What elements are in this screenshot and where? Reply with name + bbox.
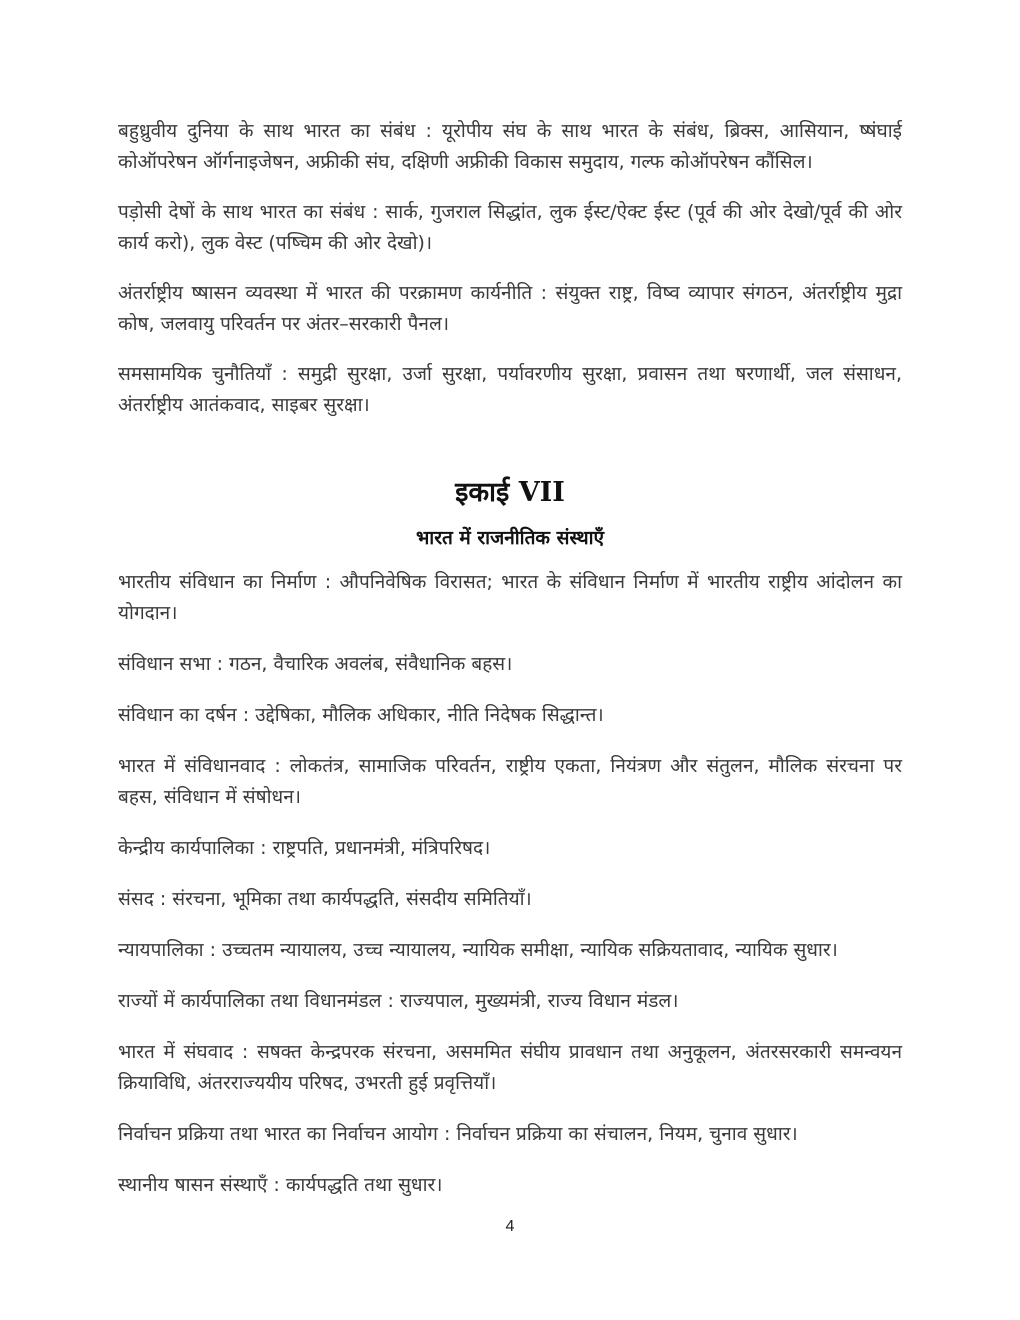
- paragraph: संविधान सभा : गठन, वैचारिक अवलंब, संवैधानिक बहस।: [118, 653, 513, 675]
- paragraph: बहुध्रुवीय दुनिया के साथ भारत का संबंध : यूरोपीय संघ के साथ भारत के संबंध, ब्रिक्स, आसियान, ष्षंघाई कोऑपरेषन ऑर्गनाइजेषन, अफ्रीकी संघ, दक्षिणी अफ्रीकी विकास समुदाय, गल्फ कोऑपरेषन कौंसिल।: [118, 120, 902, 173]
- paragraph: भारतीय संविधान का निर्माण : औपनिवेषिक विरासत; भारत के संविधान निर्माण में भारतीय राष्ट्रीय आंदोलन का योगदान।: [118, 571, 902, 624]
- section-political-institutions: [118, 567, 902, 1201]
- paragraph: संविधान का दर्षन : उद्देषिका, मौलिक अधिकार, नीति निदेषक सिद्धान्त।: [118, 704, 604, 726]
- paragraph: निर्वाचन प्रक्रिया तथा भारत का निर्वाचन आयोग : निर्वाचन प्रक्रिया का संचालन, नियम, चुनाव सुधार।: [118, 1123, 798, 1145]
- unit-subtitle: भारत में राजनीतिक संस्थाएँ: [415, 527, 605, 549]
- paragraph: स्थानीय षासन संस्थाएँ : कार्यपद्धति तथा सुधार।: [118, 1174, 443, 1196]
- page-number: 4: [505, 1218, 515, 1235]
- paragraph: समसामयिक चुनौतियाँ : समुद्री सुरक्षा, उर्जा सुरक्षा, पर्यावरणीय सुरक्षा, प्रवासन तथा षरणार्थी, जल संसाधन, अंतर्राष्ट्रीय आतंकवाद, साइबर सुरक्षा।: [118, 363, 902, 416]
- paragraph: संसद : संरचना, भूमिका तथा कार्यपद्धति, संसदीय समितियाँ।: [118, 888, 532, 910]
- paragraph: केन्द्रीय कार्यपालिका : राष्ट्रपति, प्रधानमंत्री, मंत्रिपरिषद।: [118, 837, 491, 859]
- paragraph: न्यायपालिका : उच्चतम न्यायालय, उच्च न्यायालय, न्यायिक समीक्षा, न्यायिक सक्रियतावाद, न्यायिक सुधार।: [118, 939, 838, 961]
- unit-title: इकाई VII: [455, 477, 565, 508]
- paragraph: भारत में संघवाद : सषक्त केन्द्रपरक संरचना, असममित संघीय प्रावधान तथा अनुकूलन, अंतरसरकारी समन्वयन क्रियाविधि, अंतरराज्ययीय परिषद, उभरती हुई प्रवृत्तियाँ।: [118, 1041, 902, 1094]
- section-foreign-relations: [118, 116, 902, 421]
- paragraph: पड़ोसी देषों के साथ भारत का संबंध : सार्क, गुजराल सिद्धांत, लुक ईस्ट/ऐक्ट ईस्ट (पूर्व की ओर देखो/पूर्व की ओर कार्य करो), लुक वेस्ट (पष्चिम की ओर देखो)।: [118, 201, 902, 254]
- paragraph: अंतर्राष्ट्रीय ष्षासन व्यवस्था में भारत की परक्रामण कार्यनीति : संयुक्त राष्ट्र, विष्व व्यापार संगठन, अंतर्राष्ट्रीय मुद्रा कोष, जलवायु परिवर्तन पर अंतर–सरकारी पैनल।: [118, 282, 902, 335]
- paragraph: भारत में संविधानवाद : लोकतंत्र, सामाजिक परिवर्तन, राष्ट्रीय एकता, नियंत्रण और संतुलन, मौलिक संरचना पर बहस, संविधान में संषोधन।: [118, 755, 902, 808]
- document-page: [118, 116, 902, 1221]
- paragraph: राज्यों में कार्यपालिका तथा विधानमंडल : राज्यपाल, मुख्यमंत्री, राज्य विधान मंडल।: [118, 990, 679, 1012]
